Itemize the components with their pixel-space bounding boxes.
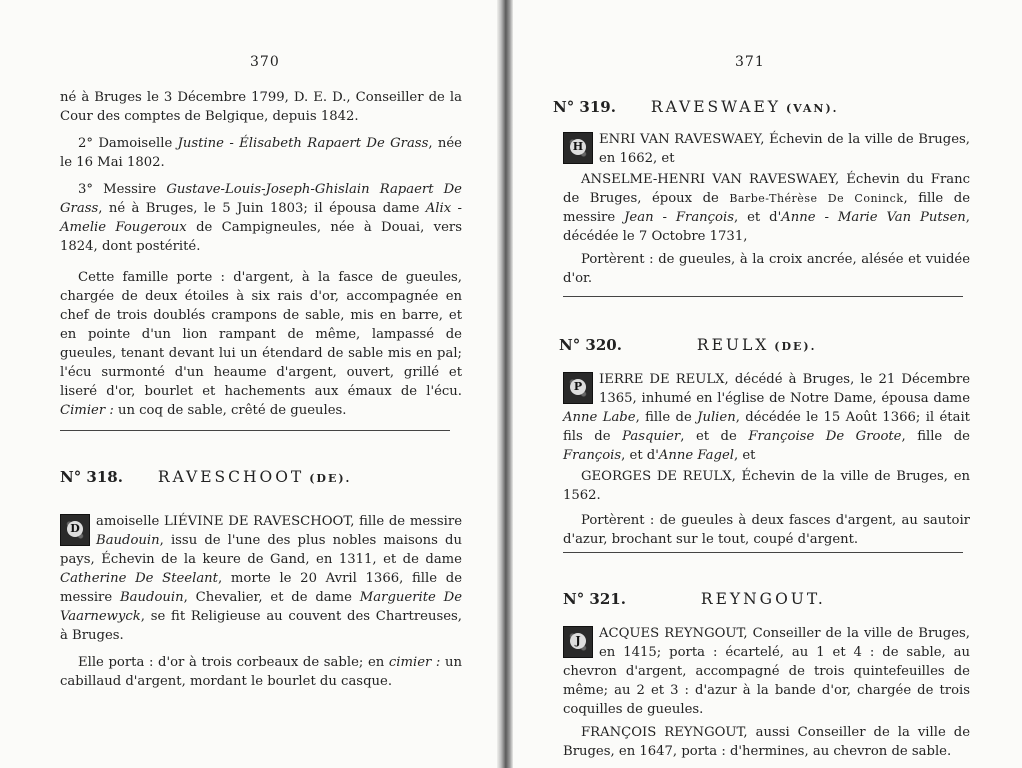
entry-320-text bbox=[563, 370, 970, 549]
page-number: 370 bbox=[250, 54, 280, 70]
arms-description: Elle porta : d'or à trois corbeaux de sable; en cimier : un cabillaud d'argent, mordant le bourlet du casque. bbox=[60, 655, 463, 689]
paragraph: FRANÇOIS REYNGOUT, aussi Conseiller de la ville de Bruges, en 1647, porta : d'hermines, au chevron de sable. bbox=[563, 725, 970, 759]
section-divider bbox=[60, 430, 450, 431]
paragraph: H ENRI VAN RAVESWAEY, Échevin de la ville de Bruges, en 1662, et bbox=[563, 130, 970, 168]
entry-heading-318: N° 318. RAVESCHOOT (DE). bbox=[60, 468, 352, 486]
arms-description: Cette famille porte : d'argent, à la fasce de gueules, chargée de deux étoiles à six rais d'or, accompagnée en chef de trois doublés crampons de sable, mis en barre, et en pointe d'un lion rampant de même, lampassé de gueules, tenant devant lui un étendard de sable mis en pal; l'écu surmonté d'un heaume d'argent, ouvert, grillé et liseré d'or, bourlet et hachements aux émaux de l'écu. Cimier : un coq de sable, crêté de gueules. bbox=[60, 270, 462, 418]
paragraph: D amoiselle LIÉVINE DE RAVESCHOOT, fille de messire Baudouin, issu de l'une des plus nobles maisons du pays, Échevin de la keure de Gand, en 1311, et de dame Catherine De Steelant, morte le 20 Avril 1366, fille de messire Baudouin, Chevalier, et de dame Marguerite De Vaarnewyck, se fit Religieuse au couvent des Chartreuses, à Bruges. bbox=[60, 514, 462, 643]
paragraph: P IERRE DE REULX, décédé à Bruges, le 21 Décembre 1365, inhumé en l'église de Notre Dame, épousa dame Anne Labe, fille de Julien, décédée le 15 Août 1366; il était fils de Pasquier, et de Françoise De Groote, fille de François, et d'Anne Fagel, et bbox=[563, 372, 970, 463]
paragraph: 3° Messire Gustave-Louis-Joseph-Ghislain Rapaert De Grass, né à Bruges, le 5 Juin 1803; il épousa dame Alix - Amelie Fougeroux de Campigneules, née à Douai, vers 1824, dont postérité. bbox=[60, 182, 462, 254]
entry-heading-320: N° 320. REULX (DE). bbox=[559, 336, 817, 354]
paragraph: ANSELME-HENRI VAN RAVESWAEY, Échevin du Franc de Bruges, époux de Barbe-Thérèse De Coninck, fille de messire Jean - François, et d'Anne - Marie Van Putsen, décédée le 7 Octobre 1731, bbox=[563, 172, 970, 244]
dropcap-ornament: H bbox=[563, 132, 593, 164]
entry-321-text bbox=[563, 624, 970, 761]
continuation-text bbox=[60, 88, 462, 420]
page-number: 371 bbox=[735, 54, 765, 70]
arms-description: Portèrent : de gueules, à la croix ancrée, alésée et vuidée d'or. bbox=[563, 252, 970, 286]
paragraph: GEORGES DE REULX, Échevin de la ville de Bruges, en 1562. bbox=[563, 469, 970, 503]
section-divider bbox=[563, 552, 963, 553]
book-gutter bbox=[497, 0, 513, 768]
entry-heading-319: N° 319. RAVESWAEY (VAN). bbox=[553, 98, 839, 116]
left-page bbox=[0, 0, 497, 768]
dropcap-ornament: D bbox=[60, 514, 90, 546]
section-divider bbox=[563, 296, 963, 297]
entry-heading-321: N° 321. REYNGOUT. bbox=[563, 590, 826, 608]
arms-description: Portèrent : de gueules à deux fasces d'argent, au sautoir d'azur, brochant sur le tout, coupé d'argent. bbox=[563, 513, 970, 547]
dropcap-ornament: P bbox=[563, 372, 593, 404]
right-page bbox=[513, 0, 1022, 768]
entry-318-text bbox=[60, 512, 462, 691]
paragraph: né à Bruges le 3 Décembre 1799, D. E. D., Conseiller de la Cour des comptes de Belgique, depuis 1842. bbox=[60, 90, 462, 124]
entry-319-text bbox=[563, 130, 970, 288]
dropcap-ornament: J bbox=[563, 626, 593, 658]
paragraph: J ACQUES REYNGOUT, Conseiller de la ville de Bruges, en 1415; porta : écartelé, au 1 et 4 : de sable, au chevron d'argent, accompagné de trois quintefeuilles de même; au 2 et 3 : d'azur à la bande d'or, chargée de trois coquilles de gueules. bbox=[563, 626, 970, 717]
paragraph: 2° Damoiselle Justine - Élisabeth Rapaert De Grass, née le 16 Mai 1802. bbox=[60, 136, 462, 170]
